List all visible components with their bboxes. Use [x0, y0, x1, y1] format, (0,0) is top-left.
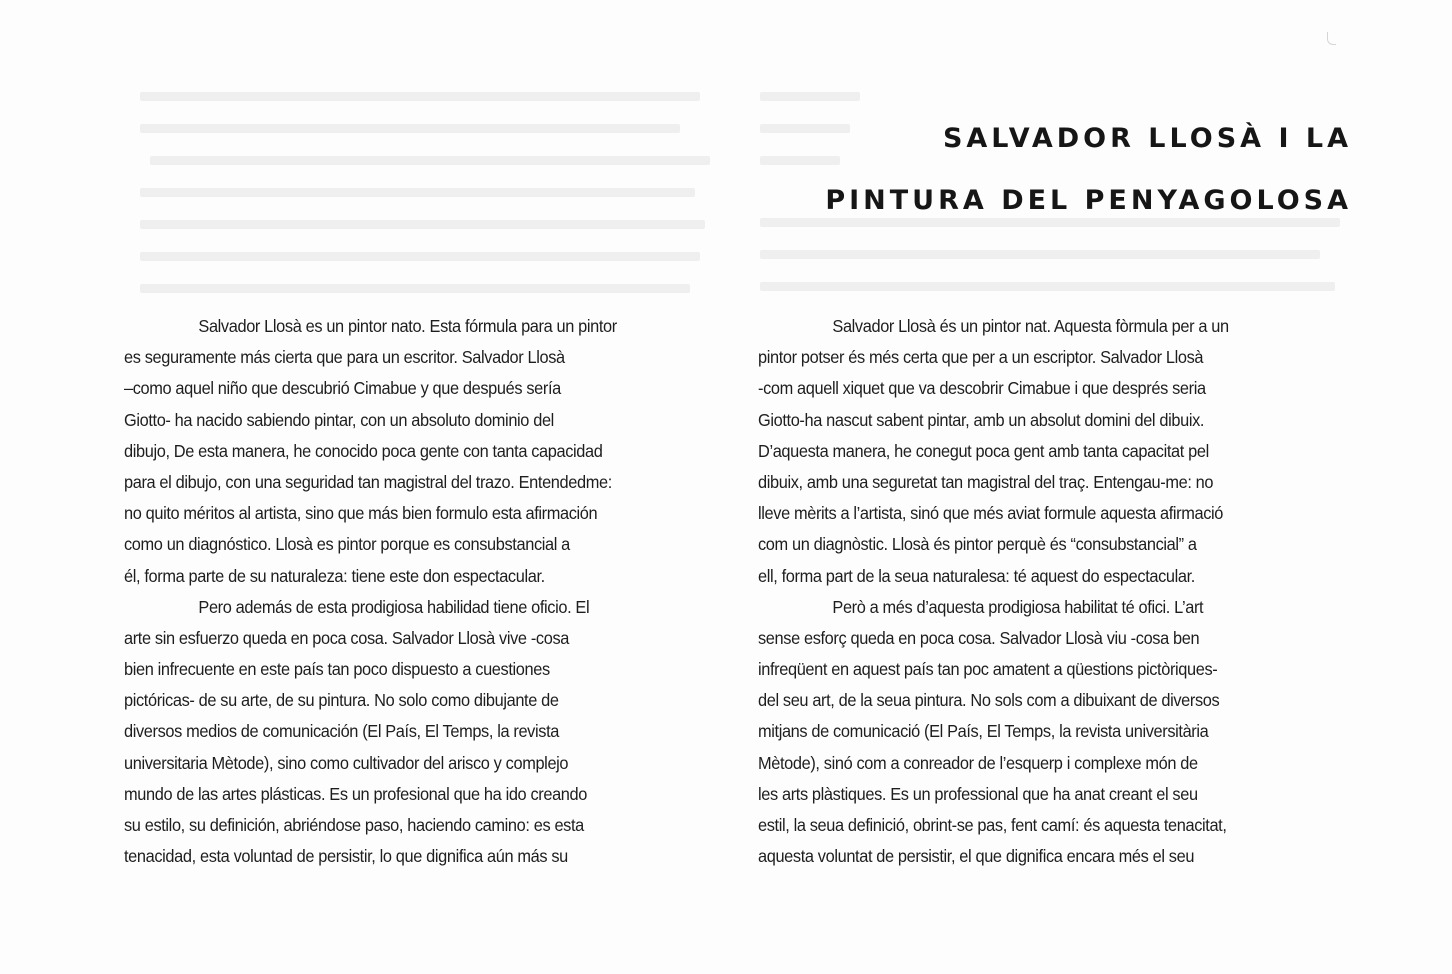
catalan-text-column — [758, 311, 1353, 872]
bleed-through-line — [140, 252, 700, 261]
text-line: Però a més d’aquesta prodigiosa habilitat té ofici. L’art — [832, 596, 1204, 617]
bleed-through-line — [150, 156, 710, 165]
text-line: pictóricas- de su arte, de su pintura. No solo como dibujante de — [124, 690, 559, 711]
text-line: Giotto-ha nascut sabent pintar, amb un absolut domini del dibuix. — [758, 409, 1205, 430]
text-line: Salvador Llosà es un pintor nato. Esta fórmula para un pintor — [198, 316, 617, 336]
text-line: D’aquesta manera, he conegut poca gent amb tanta capacitat pel — [758, 440, 1209, 461]
text-line: para el dibujo, con una seguridad tan magistral del trazo. Entendedme: — [124, 471, 612, 492]
title-line-2: PINTURA DEL PENYAGOLOSA — [825, 185, 1352, 216]
text-line: Pero además de esta prodigiosa habilidad tiene oficio. El — [198, 596, 590, 617]
text-line: les arts plàstiques. Es un professional que ha anat creant el seu — [758, 783, 1198, 804]
bleed-through-line — [760, 250, 1320, 259]
text-line: diversos medios de comunicación (El País, El Temps, la revista — [124, 721, 559, 742]
spanish-text-column — [124, 311, 719, 872]
text-line: como un diagnóstico. Llosà es pintor porque es consubstancial a — [124, 534, 570, 555]
bleed-through-line — [140, 124, 680, 133]
text-line: es seguramente más cierta que para un escritor. Salvador Llosà — [124, 347, 565, 368]
text-line: dibuix, amb una seguretat tan magistral del traç. Entengau-me: no — [758, 471, 1214, 492]
text-line: aquesta voluntat de persistir, el que dignifica encara més el seu — [758, 846, 1195, 867]
text-line: infreqüent en aquest país tan poc amatent a qüestions pictòriques- — [758, 659, 1218, 680]
text-line: mundo de las artes plásticas. Es un profesional que ha ido creando — [124, 783, 587, 804]
text-line: pintor potser és més certa que per a un escriptor. Salvador Llosà — [758, 347, 1204, 368]
text-line: –como aquel niño que descubrió Cimabue y que después sería — [124, 378, 561, 399]
bleed-through-line — [140, 284, 690, 293]
text-line: Salvador Llosà és un pintor nat. Aquesta fòrmula per a un — [832, 316, 1229, 336]
bleed-through-line — [140, 188, 695, 197]
title-line-1: SALVADOR LLOSÀ I LA — [942, 123, 1352, 154]
page-corner-mark — [1327, 32, 1336, 45]
text-line: ell, forma part de la seua naturalesa: té aquest do espectacular. — [758, 565, 1195, 586]
bleed-through-line — [140, 220, 705, 229]
bleed-through-line — [760, 282, 1335, 291]
text-line: no quito méritos al artista, sino que más bien formulo esta afirmación — [124, 503, 598, 524]
text-line: él, forma parte de su naturaleza: tiene este don espectacular. — [124, 565, 545, 586]
text-line: tenacidad, esta voluntad de persistir, lo que dignifica aún más su — [124, 846, 568, 867]
text-line: dibujo, De esta manera, he conocido poca gente con tanta capacidad — [124, 440, 603, 461]
page-title — [712, 108, 1352, 232]
text-line: bien infrecuente en este país tan poco dispuesto a cuestiones — [124, 659, 550, 680]
text-line: mitjans de comunicació (El País, El Temps, la revista universitària — [758, 721, 1209, 742]
text-line: su estilo, su definición, abriéndose paso, haciendo camino: es esta — [124, 815, 584, 835]
bleed-through-line — [140, 92, 700, 101]
text-line: del seu art, de la seua pintura. No sols com a dibuixant de diversos — [758, 690, 1220, 711]
text-line: arte sin esfuerzo queda en poca cosa. Salvador Llosà vive -cosa — [124, 627, 569, 648]
text-line: com un diagnòstic. Llosà és pintor perquè és “consubstancial” a — [758, 534, 1197, 555]
text-line: -com aquell xiquet que va descobrir Cimabue i que després seria — [758, 378, 1206, 399]
text-line: lleve mèrits a l’artista, sinó que més aviat formule aquesta afirmació — [758, 503, 1224, 524]
text-line: Giotto- ha nacido sabiendo pintar, con un absoluto dominio del — [124, 409, 554, 430]
text-line: estil, la seua definició, obrint-se pas, fent camí: és aquesta tenacitat, — [758, 815, 1227, 835]
text-line: sense esforç queda en poca cosa. Salvador Llosà viu -cosa ben — [758, 627, 1200, 648]
text-line: Mètode), sinó com a conreador de l’esquerp i complexe món de — [758, 752, 1198, 773]
bleed-through-line — [760, 92, 860, 101]
text-line: universitaria Mètode), sino como cultivador del arisco y complejo — [124, 752, 569, 773]
